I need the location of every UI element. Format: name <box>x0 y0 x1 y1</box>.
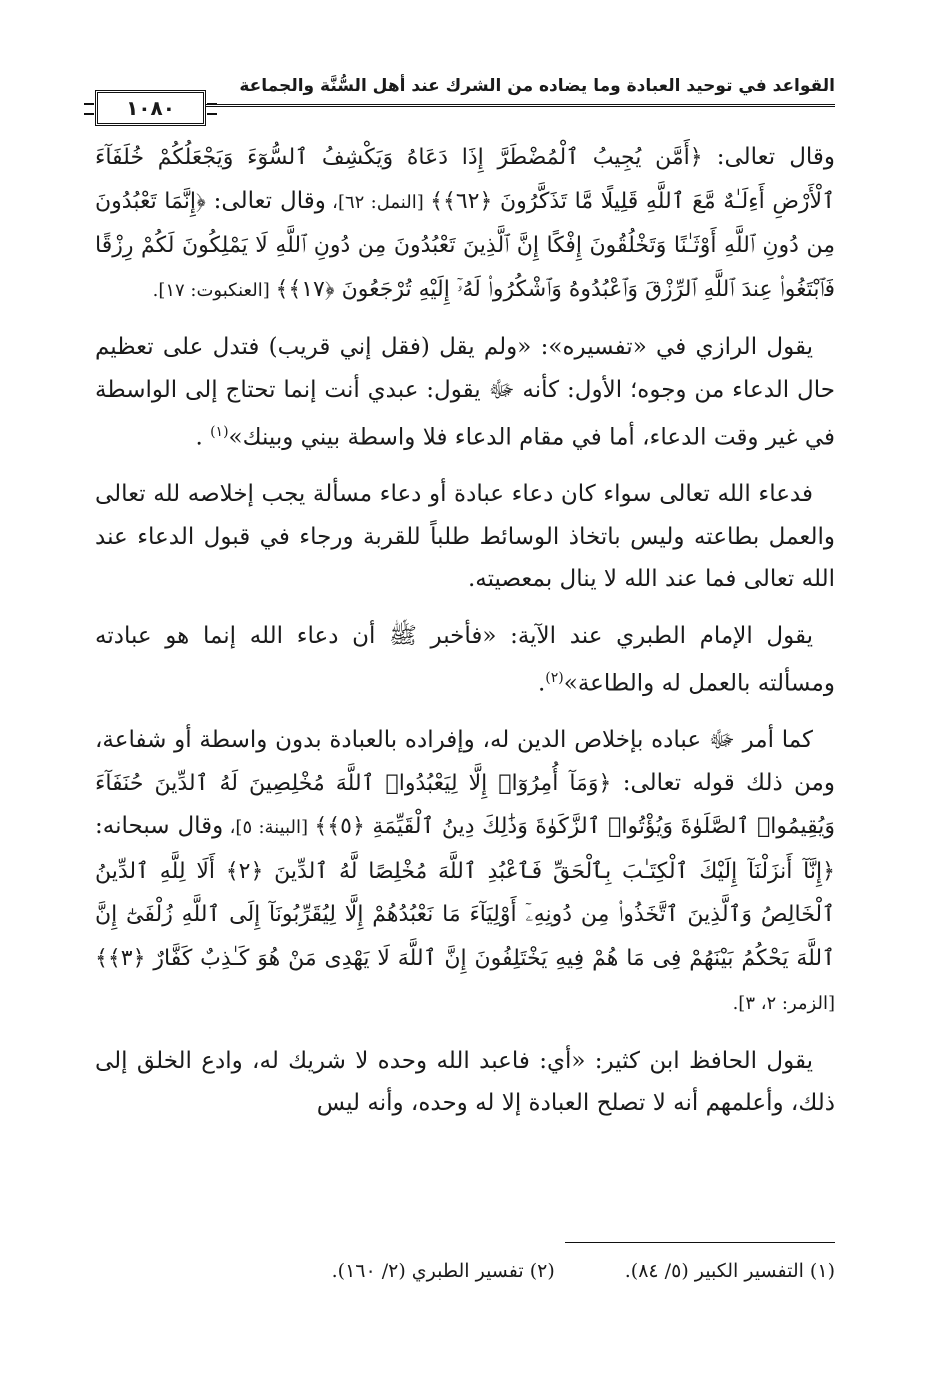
paragraph <box>95 1040 835 1125</box>
footnotes <box>95 1260 835 1282</box>
paragraph <box>95 326 835 459</box>
text-run: وقال سبحانه: <box>95 813 224 840</box>
quran-verse: ﴿إِنَّآ أَنزَلْنَآ إِلَيْكَ ٱلْكِتَـٰبَ بِٱلْحَقِّ فَٱعْبُدِ ٱللَّهَ مُخْلِصًا لَّهُ ٱلدِّينَ ﴿٢﴾ أَلَا لِلَّهِ ٱلدِّينُ ٱلْخَالِصُ وَٱلَّذِينَ ٱتَّخَذُوا۟ مِن دُونِهِۦٓ أَوْلِيَآءَ مَا نَعْبُدُهُمْ إِلَّا لِيُقَرِّبُونَآ إِلَى ٱللَّهِ زُلْفَىٰٓ إِنَّ ٱللَّهَ يَحْكُمُ بَيْنَهُمْ فِى مَا هُمْ فِيهِ يَخْتَلِفُونَ إِنَّ ٱللَّهَ لَا يَهْدِى مَنْ هُوَ كَـٰذِبٌ كَفَّارٌ ﴿٣﴾﴾ <box>95 858 836 971</box>
verse-reference: [النمل: ٦٢]، <box>325 191 431 213</box>
quran-verse: ﴿وَمَآ أُمِرُوٓا۟ إِلَّا لِيَعْبُدُوا۟ ٱللَّهَ مُخْلِصِينَ لَهُ ٱلدِّينَ حُنَفَآءَ وَيُقِيمُوا۟ ٱلصَّلَوٰةَ وَيُؤْتُوا۟ ٱلزَّكَوٰةَ وَذَٰلِكَ دِينُ ٱلْقَيِّمَةِ ﴿٥﴾﴾ <box>95 770 836 840</box>
footnote: (٢) تفسير الطبري (٢/ ١٦٠). <box>331 1260 555 1282</box>
verse-reference: [العنكبوت: ١٧]. <box>152 279 276 301</box>
text-run: وقال تعالى: <box>702 144 836 170</box>
book-page <box>95 70 835 1340</box>
text-run: يقول الإمام الطبري عند الآية: «فأخبر ﷺ أن دعاء الله إنما هو عبادته ومسألته بالعمل له والطاعة» <box>95 622 835 697</box>
verse-reference: [البينة: ٥]، <box>223 817 315 839</box>
footnote-marker[interactable]: (١) <box>210 424 229 440</box>
verse-reference: [الزمر: ٢، ٣]. <box>732 993 835 1015</box>
footnote-marker[interactable]: (٢) <box>545 670 564 687</box>
header-rule <box>95 104 835 107</box>
text-run: يقول الرازي في «تفسيره»: «ولم يقل (فقل إني قريب) فتدل على تعظيم حال الدعاء من وجوه؛ الأول: كأنه ﷻ يقول: عبدي أنت إنما تحتاج إلى الواسطة في غير وقت الدعاء، أما في مقام الدعاء فلا واسطة بيني وبينك» <box>95 334 835 451</box>
running-title: القواعد في توحيد العبادة وما يضاده من الشرك عند أهل السُّنَّة والجماعة <box>239 76 835 96</box>
paragraph <box>95 719 835 1026</box>
footnote-separator <box>565 1242 835 1243</box>
page-number: ١٠٨٠ <box>95 90 206 126</box>
text-run: وقال تعالى: <box>205 187 326 214</box>
text-run: فدعاء الله تعالى سواء كان دعاء عبادة أو دعاء مسألة يجب إخلاصه لله تعالى والعمل بطاعته وليس باتخاذ الوسائط طلباً للقربة ورجاء في قبول الدعاء عند الله تعالى فما عند الله لا ينال بمعصيته. <box>95 481 835 593</box>
footnote: (١) التفسير الكبير (٥/ ٨٤). <box>624 1260 835 1282</box>
text-run: . <box>195 424 211 451</box>
text-run: يقول الحافظ ابن كثير: «أي: فاعبد الله وحده لا شريك له، وادع الخلق إلى ذلك، وأعلمهم أنه لا تصلح العبادة إلا له وحده، وأنه ليس <box>95 1047 835 1117</box>
page-header <box>95 70 835 128</box>
text-run: كما أمر ﷻ عباده بإخلاص الدين له، وإفراده بالعبادة بدون واسطة أو شفاعة، ومن ذلك قوله تعالى: <box>95 727 835 796</box>
text-run: . <box>537 670 546 697</box>
quran-verse: ﴿إِنَّمَا تَعْبُدُونَ مِن دُونِ ٱللَّهِ أَوْثَـٰنًا وَتَخْلُقُونَ إِفْكًا إِنَّ ٱلَّذِينَ تَعْبُدُونَ مِن دُونِ ٱللَّهِ لَا يَمْلِكُونَ لَكُمْ رِزْقًا فَٱبْتَغُوا۟ عِندَ ٱللَّهِ ٱلرِّزْقَ وَٱعْبُدُوهُ وَٱشْكُرُوا۟ لَهُۥٓ إِلَيْهِ تُرْجَعُونَ ﴿١٧﴾﴾ <box>95 188 835 302</box>
paragraph <box>95 136 835 312</box>
paragraph <box>95 473 835 601</box>
paragraph <box>95 615 835 706</box>
body-text <box>95 136 835 1125</box>
quran-verse: ﴿أَمَّن يُجِيبُ ٱلْمُضْطَرَّ إِذَا دَعَاهُ وَيَكْشِفُ ٱلسُّوٓءَ وَيَجْعَلُكُمْ خُلَفَآءَ ٱلْأَرْضِ أَءِلَـٰهٌ مَّعَ ٱللَّهِ قَلِيلًا مَّا تَذَكَّرُونَ ﴿٦٢﴾﴾ <box>95 145 835 214</box>
